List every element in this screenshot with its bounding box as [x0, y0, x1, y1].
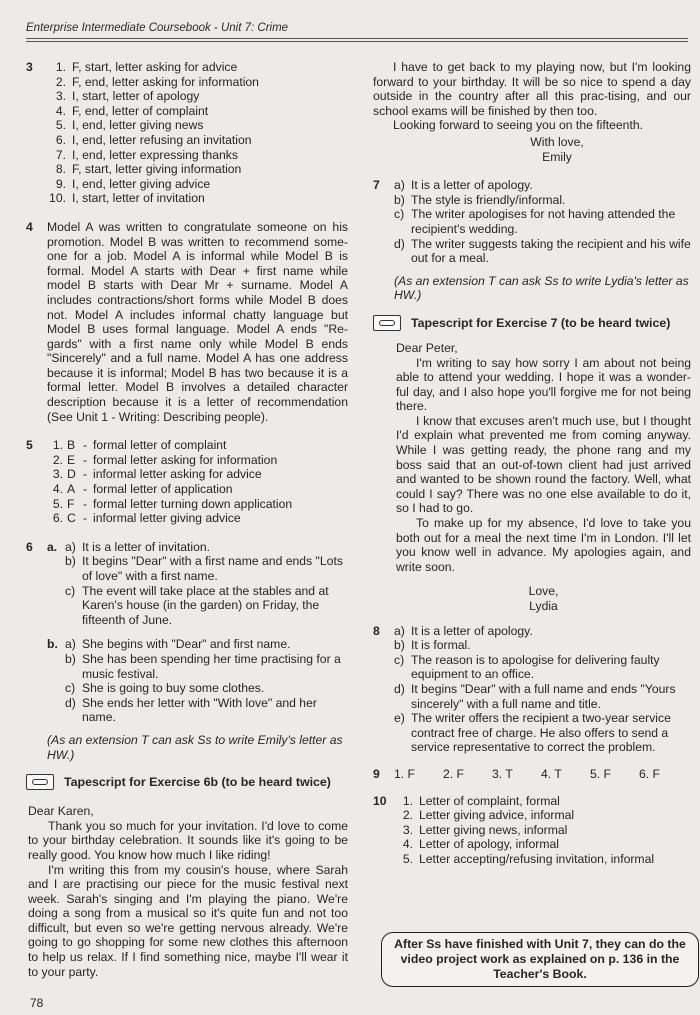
list-item: 3. Letter giving news, informal	[402, 822, 568, 837]
header-rule-bottom	[26, 41, 688, 42]
letter-closing: Love,	[528, 584, 559, 599]
exercise-number: 10	[373, 793, 387, 808]
list-item: 1. Letter of complaint, formal	[402, 793, 560, 808]
letter-paragraph: I'm writing this from my cousin's house, where Sarah and I are practising our piece for the music festival next week. Sarah's singing and I'm playing the piano. We're doing a song from a musical so it's quite fun and not too difficult, but even so we're getting nervous already. We're going to go shopping for some new clothes this afternoon to help us relax. If I find something nice, maybe I'll wear it to your party.	[28, 862, 348, 979]
exercise-number: 7	[373, 178, 380, 193]
cassette-icon	[373, 315, 401, 331]
page-header: Enterprise Intermediate Coursebook - Unit 7: Crime	[26, 22, 289, 34]
tapescript-6b-heading: Tapescript for Exercise 6b (to be heard twice)	[26, 774, 348, 790]
list-item: 2. Letter giving advice, informal	[402, 808, 575, 823]
tapescript-6b-letter	[26, 804, 348, 979]
exercise-6-note: (As an extension T can ask Ss to write Emily's letter as HW.)	[47, 732, 343, 762]
exercise-6a: a. a) It is a letter of invitation. b) It begins "Dear" with a first name and ends "Lots of love" with a first name. c) The event will take place at the stables and at Karen's house (in the garden) on Friday, the fifteenth of June.	[47, 540, 348, 628]
list-item: 3. I, start, letter of apology	[55, 89, 200, 104]
letter-paragraph: I have to get back to my playing now, but I'm looking forward to your birthday. It will be so nice to spend a day outside in the country after all this prac-tising, and our school exams will be finished by then too.	[373, 60, 691, 118]
list-item: b) The style is friendly/informal.	[394, 192, 566, 207]
exercise-9	[373, 767, 691, 782]
list-item: 8. F, start, letter giving information	[55, 162, 242, 177]
letter-paragraph: To make up for my absence, I'd love to take you both out for a meal the next time I'm in London. I'll let you know well in advance. My apologies again, and write soon.	[396, 516, 691, 574]
list-item: e) The writer offers the recipient a two-year service contract free of charge. He also offers to send a service representative to correct the problem.	[394, 711, 671, 755]
exercise-5-row: 6. C - informal letter giving advice	[52, 511, 241, 526]
list-item: a) It is a letter of invitation.	[65, 539, 211, 554]
exercise-5-row: 1. B - formal letter of complaint	[52, 438, 227, 453]
list-item: 4. Letter of apology, informal	[402, 837, 560, 852]
list-item: 1. F, start, letter asking for advice	[55, 60, 238, 74]
list-item: d) It begins "Dear" with a full name and ends "Yours sincerely" with a full name and title.	[394, 681, 676, 711]
exercise-5	[26, 438, 348, 526]
list-item: 9. I, end, letter giving advice	[55, 176, 211, 191]
list-item: c) The writer apologises for not having attended the recipient's wedding.	[394, 207, 676, 236]
list-item: a) She begins with "Dear" and first name.	[65, 637, 291, 652]
letter-paragraph: I'm writing to say how sorry I am about not being able to attend your wedding. I hope it was a wonder-ful day, and I also hope you'll forgive me for not being there.	[396, 355, 691, 414]
tapescript-7-letter	[373, 341, 691, 614]
list-item: d) The writer suggests taking the recipient and his wife out for a meal.	[394, 236, 691, 266]
header-rule-top	[26, 38, 688, 39]
exercise-number: 6	[26, 539, 33, 554]
exercise-3	[26, 60, 348, 206]
exercise-number: 5	[26, 438, 33, 453]
exercise-number: 8	[373, 623, 380, 638]
letter-signature: Lydia	[529, 599, 558, 613]
list-item: c) The reason is to apologise for delivering faulty equipment to an office.	[394, 652, 660, 682]
list-item: b) She has been spending her time practising for a music festival.	[65, 651, 341, 681]
exercise-number: 3	[26, 60, 33, 74]
letter-signature: Emily	[542, 149, 572, 164]
exercise-5-row: 5. F - formal letter turning down application	[52, 496, 293, 511]
exercise-5-row: 2. E - formal letter asking for information	[52, 452, 278, 467]
exercise-10	[373, 794, 691, 867]
list-item: d) She ends her letter with "With love" and her name.	[65, 695, 317, 725]
left-column	[26, 60, 348, 979]
list-item: 6. I, end, letter refusing an invitation	[55, 132, 252, 147]
list-item: b) It is formal.	[394, 638, 471, 653]
exercise-6b: b. a) She begins with "Dear" and first name. b) She has been spending her time practising for a music festival. c) She is going to buy some clothes. d) She ends her letter with "With love" and her name.	[47, 637, 348, 725]
exercise-5-row: 3. D - informal letter asking for advice	[52, 467, 262, 482]
exercise-8	[373, 624, 691, 755]
tapescript-6b-letter-continued	[373, 60, 691, 164]
page-number: 78	[30, 996, 44, 1010]
list-item: b) It begins "Dear" with a first name and ends "Lots of love" with a first name.	[65, 554, 343, 583]
exercise-4	[26, 220, 348, 424]
list-item: c) She is going to buy some clothes.	[65, 681, 265, 696]
letter-greeting: Dear Karen,	[28, 804, 94, 819]
letter-greeting: Dear Peter,	[396, 340, 458, 355]
list-item: a) It is a letter of apology.	[394, 178, 533, 193]
exercise-7-note: (As an extension T can ask Ss to write Lydia's letter as HW.)	[394, 273, 689, 303]
list-item: 4. F, end, letter of complaint	[55, 103, 209, 118]
letter-paragraph: I know that excuses aren't much use, but I thought I'd explain what prevented me from coming anyway. While I was getting ready, the phone rang and my boss said that an out-of-town client had just arrived and wanted to be shown round the factory. Well, what could I say? There was no one else available to do it, so I had to go.	[396, 413, 691, 516]
list-item: c) The event will take place at the stables and at Karen's house (in the garden) on Friday, the fifteenth of June.	[65, 583, 329, 627]
exercise-5-row: 4. A - formal letter of application	[52, 482, 233, 497]
letter-closing: With love,	[530, 134, 584, 149]
list-item: 7. I, end, letter expressing thanks	[55, 147, 238, 162]
letter-paragraph: Thank you so much for your invitation. I'd love to come to your birthday celebration. It sounds like it's going to be really good. You know how much I like riding!	[28, 818, 348, 862]
exercise-number: 4	[26, 219, 33, 234]
exercise-9-answers: 1. F 2. F 3. T 4. T 5. F 6. F	[394, 766, 660, 781]
list-item: 5. I, end, letter giving news	[55, 118, 204, 133]
tapescript-7-heading: Tapescript for Exercise 7 (to be heard twice)	[373, 315, 691, 331]
list-item: 2. F, end, letter asking for information	[55, 74, 259, 89]
list-item: a) It is a letter of apology.	[394, 623, 533, 638]
cassette-icon	[26, 774, 54, 790]
list-item: 5. Letter accepting/refusing invitation, informal	[402, 851, 655, 866]
exercise-7	[373, 178, 691, 303]
exercise-4-text: Model A was written to congratulate someone on his promotion. Model B was written to recommend some-one for a job. Model A is informal while Model B is formal. Model A starts with Dear + first name while model B starts with Dear Mr + surname. Model A includes contractions/short forms while Model B does not. Model A includes informal chatty language but Model B uses formal language. Model A ends "Re-gards" with a first name only while Model B ends "Sincerely" and a full name. Model A has one address because it is informal; Model B has two because it is a formal letter. Model B involves a detailed character description because it is a letter of recommendation (See Unit 1 - Writing: Describing people).	[47, 219, 348, 424]
video-project-note-box: After Ss have finished with Unit 7, they can do the video project work as explained on p. 136 in the Teacher's Book.	[381, 932, 699, 987]
list-item: 10. I, start, letter of invitation	[49, 191, 205, 206]
exercise-number: 9	[373, 766, 380, 781]
right-column	[373, 60, 691, 867]
exercise-6	[26, 540, 348, 762]
letter-paragraph: Looking forward to seeing you on the fifteenth.	[393, 118, 644, 133]
exercise-3-list	[47, 60, 348, 206]
